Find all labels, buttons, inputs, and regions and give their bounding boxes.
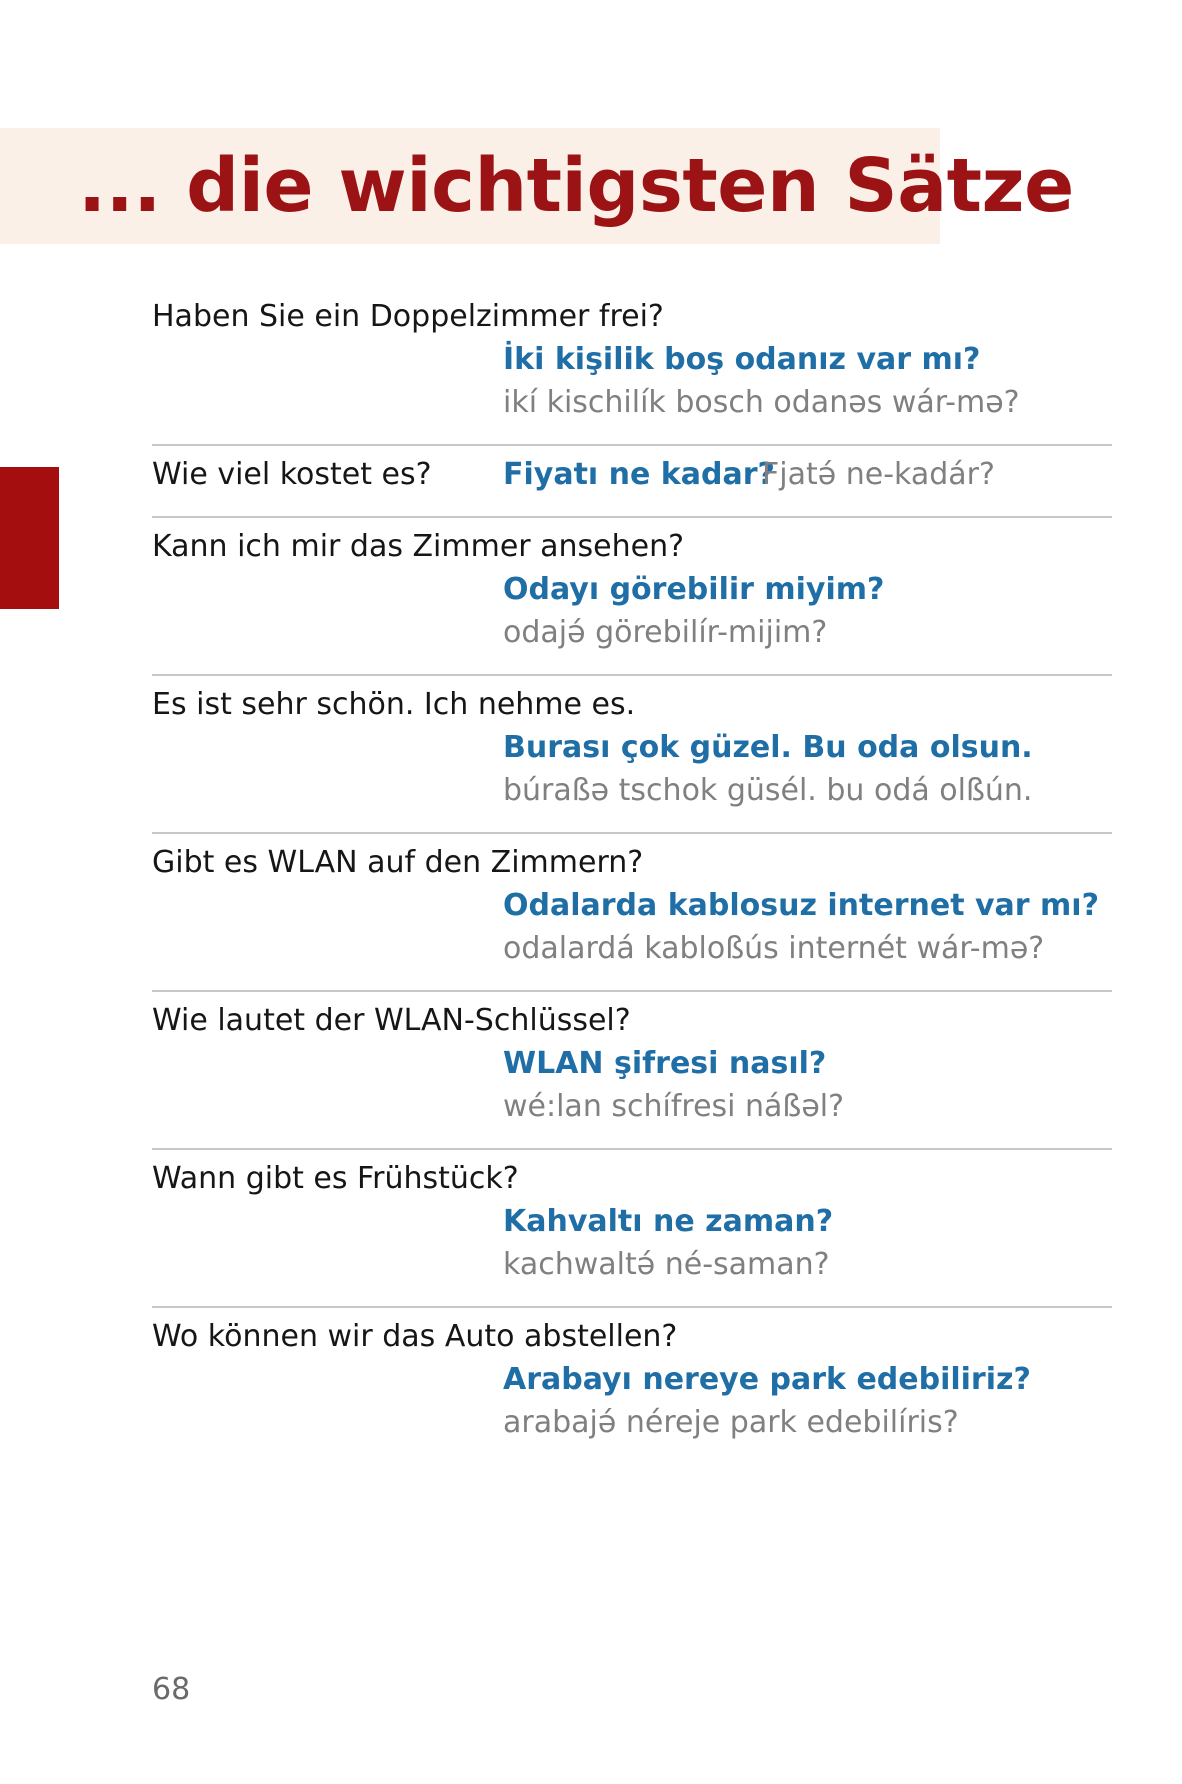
- german-phrase: Wo können wir das Auto abstellen?: [152, 1319, 678, 1354]
- row-divider: [152, 444, 1112, 446]
- turkish-phrase: Odayı görebilir miyim?: [503, 572, 885, 607]
- pronunciation: odajə́ görebilír-mijim?: [503, 615, 828, 650]
- pronunciation: odalardá kabloßús internét wár-mə?: [503, 931, 1045, 966]
- row-divider: [152, 516, 1112, 518]
- page-number: 68: [152, 1672, 191, 1707]
- turkish-phrase: Odalarda kablosuz internet var mı?: [503, 888, 1099, 923]
- row-divider: [152, 674, 1112, 676]
- german-phrase: Es ist sehr schön. Ich nehme es.: [152, 687, 636, 722]
- row-divider: [152, 1148, 1112, 1150]
- german-phrase: Kann ich mir das Zimmer ansehen?: [152, 529, 685, 564]
- german-phrase: Gibt es WLAN auf den Zimmern?: [152, 845, 644, 880]
- pronunciation: ikí kischilík bosch odanəs wár-mə?: [503, 385, 1020, 420]
- german-phrase: Wie viel kostet es?: [152, 457, 432, 492]
- german-phrase: Wie lautet der WLAN-Schlüssel?: [152, 1003, 631, 1038]
- german-phrase: Haben Sie ein Doppelzimmer frei?: [152, 299, 664, 334]
- turkish-phrase: WLAN şifresi nasıl?: [503, 1046, 827, 1081]
- turkish-phrase: Fiyatı ne kadar?: [503, 457, 775, 492]
- turkish-phrase: Arabayı nereye park edebiliriz?: [503, 1362, 1031, 1397]
- page-title: ... die wichtigsten Sätze: [78, 143, 1074, 229]
- turkish-phrase: Burası çok güzel. Bu oda olsun.: [503, 730, 1033, 765]
- pronunciation: arabajə́ néreje park edebilíris?: [503, 1405, 959, 1440]
- row-divider: [152, 832, 1112, 834]
- german-phrase: Wann gibt es Frühstück?: [152, 1161, 519, 1196]
- pronunciation: kachwaltə́ né-saman?: [503, 1247, 830, 1282]
- section-marker: [0, 467, 59, 609]
- pronunciation: búraßə tschok güsél. bu odá olßún.: [503, 773, 1033, 808]
- row-divider: [152, 990, 1112, 992]
- row-divider: [152, 1306, 1112, 1308]
- turkish-phrase: Kahvaltı ne zaman?: [503, 1204, 834, 1239]
- pronunciation: wé:lan schífresi náßəl?: [503, 1089, 845, 1124]
- turkish-phrase: İki kişilik boş odanız var mı?: [503, 342, 981, 377]
- pronunciation: Fjatə́ ne-kadár?: [762, 457, 995, 492]
